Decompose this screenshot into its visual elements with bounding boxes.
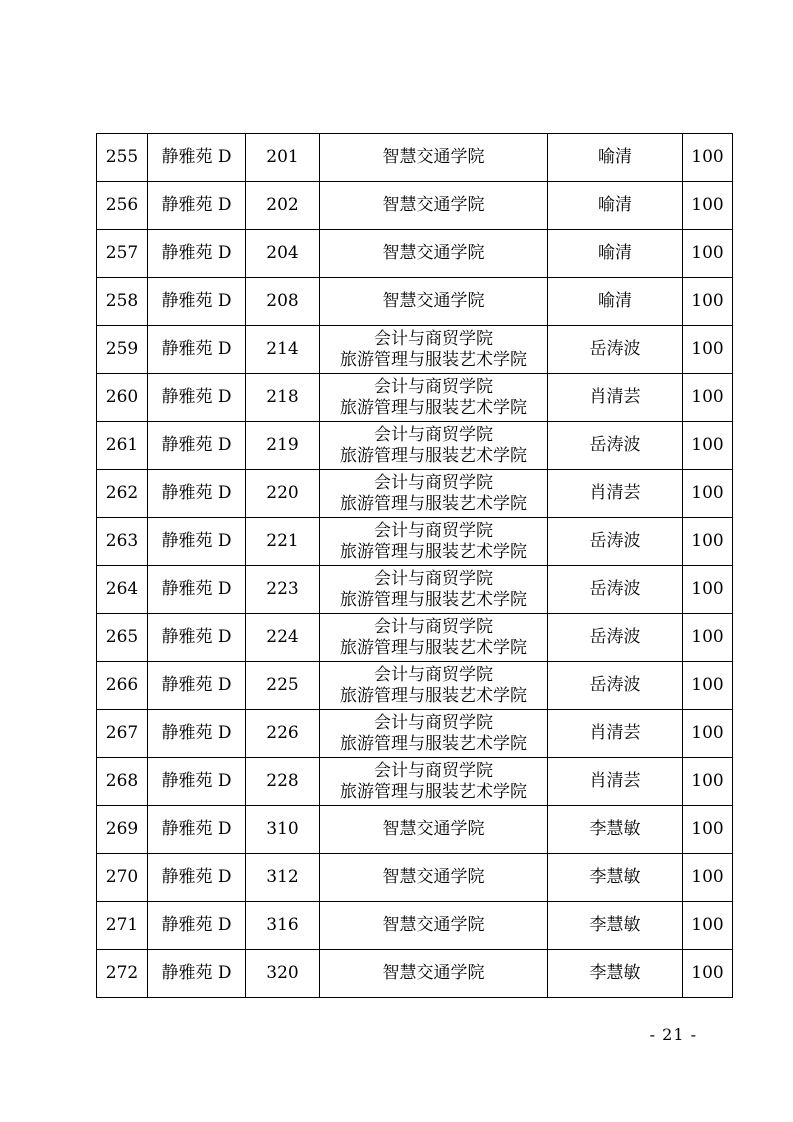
college-line: 会计与商贸学院 — [374, 424, 493, 445]
cell-room: 219 — [246, 422, 320, 470]
cell-room: 220 — [246, 470, 320, 518]
cell-score: 100 — [683, 566, 733, 614]
cell-no: 264 — [97, 566, 148, 614]
cell-teacher: 喻清 — [548, 230, 683, 278]
cell-no: 272 — [97, 950, 148, 998]
cell-teacher: 岳涛波 — [548, 422, 683, 470]
cell-no: 261 — [97, 422, 148, 470]
college-line: 会计与商贸学院 — [374, 712, 493, 733]
cell-room: 228 — [246, 758, 320, 806]
cell-building: 静雅苑 D — [148, 134, 246, 182]
college-line: 会计与商贸学院 — [374, 664, 493, 685]
table-row — [97, 278, 733, 326]
college-line: 旅游管理与服装艺术学院 — [340, 637, 527, 658]
cell-score: 100 — [683, 374, 733, 422]
cell-score: 100 — [683, 710, 733, 758]
cell-college — [320, 662, 548, 710]
table-row — [97, 854, 733, 902]
cell-building: 静雅苑 D — [148, 758, 246, 806]
college-line: 智慧交通学院 — [382, 963, 485, 983]
table-row — [97, 470, 733, 518]
cell-building: 静雅苑 D — [148, 854, 246, 902]
college-line: 智慧交通学院 — [382, 243, 485, 263]
college-line: 智慧交通学院 — [382, 195, 485, 215]
cell-score: 100 — [683, 326, 733, 374]
table-row — [97, 374, 733, 422]
cell-score: 100 — [683, 950, 733, 998]
cell-no: 263 — [97, 518, 148, 566]
cell-room: 214 — [246, 326, 320, 374]
cell-teacher: 喻清 — [548, 182, 683, 230]
cell-no: 255 — [97, 134, 148, 182]
college-line: 旅游管理与服装艺术学院 — [340, 541, 527, 562]
cell-score: 100 — [683, 902, 733, 950]
cell-no: 269 — [97, 806, 148, 854]
college-line: 智慧交通学院 — [382, 291, 485, 311]
cell-score: 100 — [683, 806, 733, 854]
table-row — [97, 326, 733, 374]
cell-teacher: 李慧敏 — [548, 950, 683, 998]
table-row — [97, 758, 733, 806]
cell-teacher: 李慧敏 — [548, 902, 683, 950]
college-line: 智慧交通学院 — [382, 147, 485, 167]
cell-teacher: 岳涛波 — [548, 518, 683, 566]
table-row — [97, 422, 733, 470]
table-row — [97, 518, 733, 566]
table-row — [97, 662, 733, 710]
table-body — [97, 134, 733, 998]
table-row — [97, 566, 733, 614]
cell-college — [320, 806, 548, 854]
cell-room: 204 — [246, 230, 320, 278]
cell-no: 260 — [97, 374, 148, 422]
cell-score: 100 — [683, 134, 733, 182]
college-line: 会计与商贸学院 — [374, 328, 493, 349]
cell-no: 258 — [97, 278, 148, 326]
cell-no: 257 — [97, 230, 148, 278]
cell-college — [320, 278, 548, 326]
table-row — [97, 806, 733, 854]
college-line: 智慧交通学院 — [382, 915, 485, 935]
college-line: 旅游管理与服装艺术学院 — [340, 445, 527, 466]
college-line: 会计与商贸学院 — [374, 472, 493, 493]
cell-score: 100 — [683, 230, 733, 278]
cell-room: 221 — [246, 518, 320, 566]
cell-room: 320 — [246, 950, 320, 998]
cell-no: 268 — [97, 758, 148, 806]
college-line: 会计与商贸学院 — [374, 520, 493, 541]
cell-building: 静雅苑 D — [148, 950, 246, 998]
cell-college — [320, 374, 548, 422]
cell-teacher: 李慧敏 — [548, 806, 683, 854]
cell-building: 静雅苑 D — [148, 374, 246, 422]
cell-building: 静雅苑 D — [148, 470, 246, 518]
table-row — [97, 134, 733, 182]
cell-score: 100 — [683, 854, 733, 902]
table-row — [97, 950, 733, 998]
cell-score: 100 — [683, 470, 733, 518]
dormitory-table — [96, 133, 733, 998]
cell-room: 201 — [246, 134, 320, 182]
table-row — [97, 182, 733, 230]
cell-room: 218 — [246, 374, 320, 422]
table-row — [97, 902, 733, 950]
cell-college — [320, 326, 548, 374]
cell-college — [320, 710, 548, 758]
cell-score: 100 — [683, 278, 733, 326]
cell-building: 静雅苑 D — [148, 614, 246, 662]
college-line: 智慧交通学院 — [382, 819, 485, 839]
cell-score: 100 — [683, 182, 733, 230]
cell-no: 259 — [97, 326, 148, 374]
college-line: 会计与商贸学院 — [374, 760, 493, 781]
cell-college — [320, 950, 548, 998]
cell-room: 225 — [246, 662, 320, 710]
table-row — [97, 614, 733, 662]
cell-no: 265 — [97, 614, 148, 662]
college-line: 旅游管理与服装艺术学院 — [340, 493, 527, 514]
cell-room: 202 — [246, 182, 320, 230]
college-line: 会计与商贸学院 — [374, 616, 493, 637]
cell-college — [320, 422, 548, 470]
cell-college — [320, 134, 548, 182]
cell-building: 静雅苑 D — [148, 326, 246, 374]
cell-building: 静雅苑 D — [148, 278, 246, 326]
cell-no: 262 — [97, 470, 148, 518]
cell-teacher: 肖清芸 — [548, 710, 683, 758]
cell-college — [320, 518, 548, 566]
college-line: 旅游管理与服装艺术学院 — [340, 589, 527, 610]
cell-building: 静雅苑 D — [148, 662, 246, 710]
cell-no: 267 — [97, 710, 148, 758]
cell-building: 静雅苑 D — [148, 566, 246, 614]
cell-teacher: 李慧敏 — [548, 854, 683, 902]
cell-teacher: 岳涛波 — [548, 566, 683, 614]
cell-college — [320, 230, 548, 278]
cell-score: 100 — [683, 614, 733, 662]
college-line: 旅游管理与服装艺术学院 — [340, 397, 527, 418]
cell-score: 100 — [683, 518, 733, 566]
cell-building: 静雅苑 D — [148, 710, 246, 758]
cell-building: 静雅苑 D — [148, 806, 246, 854]
cell-room: 310 — [246, 806, 320, 854]
cell-college — [320, 566, 548, 614]
college-line: 旅游管理与服装艺术学院 — [340, 733, 527, 754]
cell-teacher: 岳涛波 — [548, 662, 683, 710]
cell-room: 312 — [246, 854, 320, 902]
cell-room: 223 — [246, 566, 320, 614]
cell-teacher: 肖清芸 — [548, 758, 683, 806]
cell-college — [320, 470, 548, 518]
cell-no: 256 — [97, 182, 148, 230]
cell-no: 271 — [97, 902, 148, 950]
cell-college — [320, 854, 548, 902]
cell-score: 100 — [683, 422, 733, 470]
cell-college — [320, 758, 548, 806]
cell-teacher: 岳涛波 — [548, 326, 683, 374]
cell-college — [320, 182, 548, 230]
cell-college — [320, 614, 548, 662]
cell-score: 100 — [683, 758, 733, 806]
cell-room: 226 — [246, 710, 320, 758]
college-line: 旅游管理与服装艺术学院 — [340, 685, 527, 706]
cell-college — [320, 902, 548, 950]
college-line: 旅游管理与服装艺术学院 — [340, 781, 527, 802]
cell-building: 静雅苑 D — [148, 518, 246, 566]
cell-building: 静雅苑 D — [148, 182, 246, 230]
table-row — [97, 230, 733, 278]
page-number: - 21 - — [649, 1025, 697, 1044]
cell-room: 224 — [246, 614, 320, 662]
college-line: 旅游管理与服装艺术学院 — [340, 349, 527, 370]
cell-building: 静雅苑 D — [148, 902, 246, 950]
cell-teacher: 喻清 — [548, 134, 683, 182]
college-line: 会计与商贸学院 — [374, 376, 493, 397]
cell-score: 100 — [683, 662, 733, 710]
cell-room: 208 — [246, 278, 320, 326]
table-row — [97, 710, 733, 758]
cell-room: 316 — [246, 902, 320, 950]
cell-teacher: 肖清芸 — [548, 470, 683, 518]
cell-no: 266 — [97, 662, 148, 710]
college-line: 智慧交通学院 — [382, 867, 485, 887]
cell-teacher: 岳涛波 — [548, 614, 683, 662]
cell-no: 270 — [97, 854, 148, 902]
cell-building: 静雅苑 D — [148, 422, 246, 470]
college-line: 会计与商贸学院 — [374, 568, 493, 589]
cell-building: 静雅苑 D — [148, 230, 246, 278]
cell-teacher: 肖清芸 — [548, 374, 683, 422]
cell-teacher: 喻清 — [548, 278, 683, 326]
